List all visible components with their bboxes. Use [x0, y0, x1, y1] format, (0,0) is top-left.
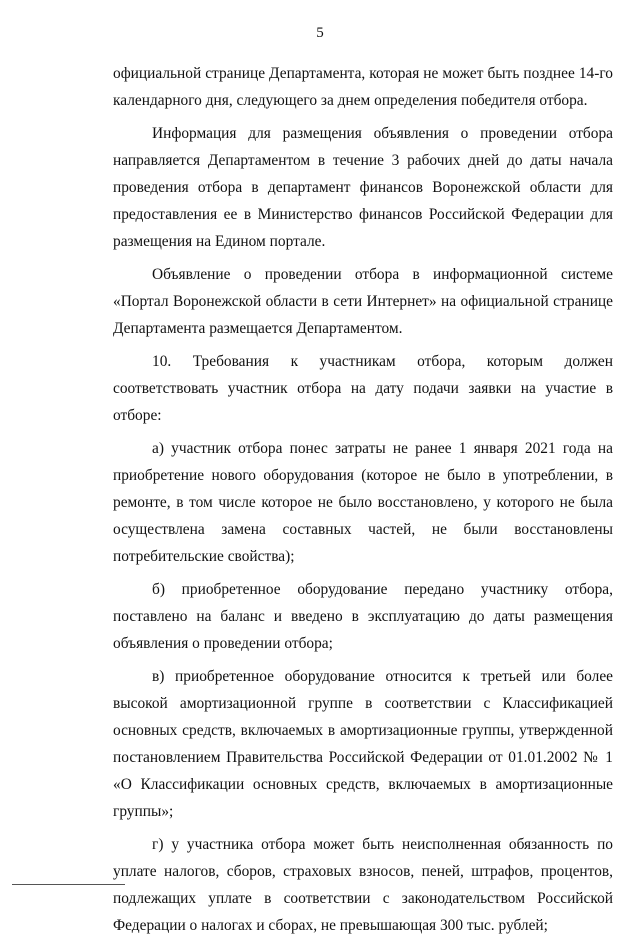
paragraph-publication-deadline: официальной странице Департамента, которая не может быть позднее 14-го календарного дня, следующего за днем определения победителя отбора. [113, 65, 613, 109]
paragraph-announcement-portal: Объявление о проведении отбора в информационной системе «Портал Воронежской области в сети Интернет» на официальной странице Департамента размещается Департаментом. [113, 266, 613, 337]
paragraph-participant-requirements: 10. Требования к участникам отбора, которым должен соответствовать участник отбора на дату подачи заявки на участие в отборе: [113, 353, 613, 424]
footer-divider [12, 884, 125, 885]
paragraph-requirement-b: б) приобретенное оборудование передано участнику отбора, поставлено на баланс и введено в эксплуатацию до даты размещения объявления о проведении отбора; [113, 581, 613, 652]
document-body [113, 60, 613, 945]
paragraph-requirement-g: г) у участника отбора может быть неисполненная обязанность по уплате налогов, сборов, страховых взносов, пеней, штрафов, процентов, подлежащих уплате в соответствии с законодательством Российской Федерации о налогах и сборах, не превышающая 300 тыс. рублей; [113, 836, 613, 934]
page-number: 5 [316, 25, 324, 41]
paragraph-announcement-information: Информация для размещения объявления о проведении отбора направляется Департаментом в течение 3 рабочих дней до даты начала проведения отбора в департамент финансов Воронежской области для предоставления ее в Министерство финансов Российской Федерации для размещения на Едином портале. [113, 125, 613, 250]
paragraph-requirement-v: в) приобретенное оборудование относится к третьей или более высокой амортизационной группе в соответствии с Классификацией основных средств, включаемых в амортизационные группы, утвержденной постановлением Правительства Российской Федерации от 01.01.2002 № 1 «О Классификации основных средств, включаемых в амортизационные группы»; [113, 668, 613, 820]
paragraph-requirement-a: а) участник отбора понес затраты не ранее 1 января 2021 года на приобретение нового оборудования (которое не было в употреблении, в ремонте, в том числе которое не было восстановлено, у которого не была осуществлена замена составных частей, не были восстановлены потребительские свойства); [113, 440, 613, 565]
